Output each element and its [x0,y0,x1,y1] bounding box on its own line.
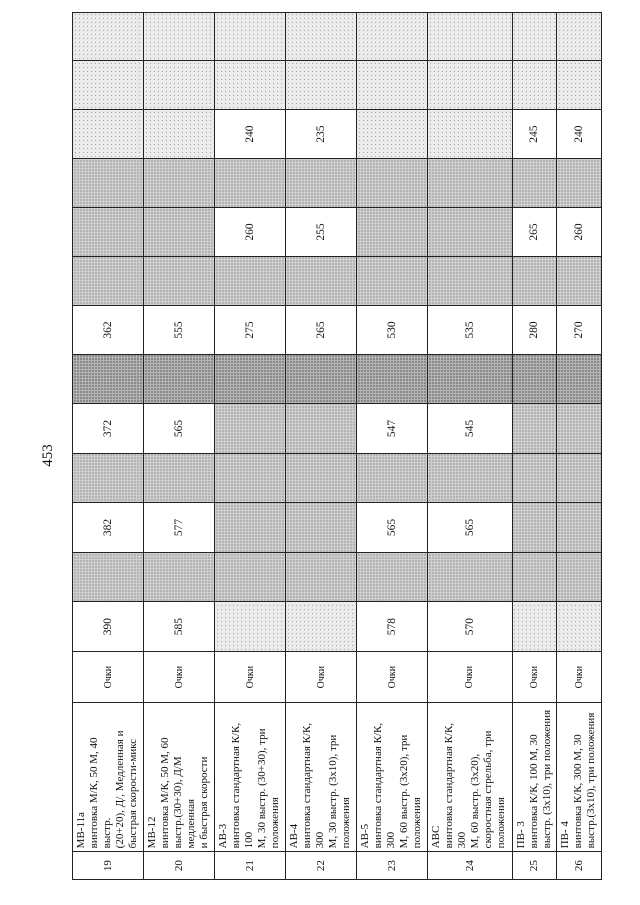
empty-shaded-cell [512,503,557,553]
empty-shaded-cell [557,403,602,453]
score-cell: 565 [144,403,215,453]
score-cell: 280 [512,306,557,355]
score-cell: 240 [557,110,602,159]
exercise-description [512,703,557,852]
exercise-description-line: положения [411,797,424,849]
empty-shaded-cell [557,61,602,110]
unit-label: Очки [286,652,357,703]
exercise-code: АВ-3 [217,823,230,849]
empty-shaded-cell [428,454,512,503]
exercise-description-line: положения [495,797,508,849]
empty-shaded-cell [73,110,144,159]
score-cell: 535 [428,306,512,355]
score-cell: 585 [144,602,215,652]
score-cell: 565 [428,503,512,553]
exercise-description-line: выстр. (3х10), три положения [540,709,553,849]
empty-shaded-cell [73,354,144,403]
empty-shaded-cell [73,454,144,503]
score-cell: 530 [357,306,428,355]
exercise-description-line: М, 60 выстр. (3х20), три [398,734,411,849]
table-row [357,13,428,880]
empty-shaded-cell [144,208,215,257]
exercise-code: ПВ- 4 [559,821,572,849]
empty-shaded-cell [512,354,557,403]
score-cell: 240 [215,110,286,159]
exercise-description-line: винтовка стандартная К/К, 300 [301,722,327,849]
score-cell: 390 [73,602,144,652]
empty-shaded-cell [73,159,144,208]
exercise-description-line: и быстрая скорости [198,756,211,849]
empty-shaded-cell [144,13,215,61]
score-cell: 570 [428,602,512,652]
empty-shaded-cell [144,257,215,306]
exercise-description-line: выстр.(30+30), Д/М медленная [172,756,198,849]
score-cell: 372 [73,403,144,453]
empty-shaded-cell [428,257,512,306]
exercise-description [357,703,428,852]
empty-shaded-cell [286,403,357,453]
empty-shaded-cell [73,208,144,257]
exercise-description-line: положения [340,797,353,849]
empty-shaded-cell [73,257,144,306]
exercise-code: МВ-11а [75,812,87,849]
score-cell: 382 [73,503,144,553]
empty-shaded-cell [215,602,286,652]
empty-shaded-cell [428,208,512,257]
table-row [286,13,357,880]
score-cell: 362 [73,306,144,355]
exercise-description [428,703,512,852]
empty-shaded-cell [357,354,428,403]
exercise-code: АВС [430,825,443,849]
table-row [512,13,557,880]
row-number: 23 [357,852,428,880]
empty-shaded-cell [286,503,357,553]
empty-shaded-cell [215,257,286,306]
exercise-description-line: быстрая скорости-микс [127,738,139,849]
empty-shaded-cell [144,354,215,403]
exercise-code: ПВ- 3 [514,821,527,849]
table-row [144,13,215,880]
empty-shaded-cell [357,61,428,110]
empty-shaded-cell [73,553,144,602]
exercise-description [73,703,144,852]
empty-shaded-cell [512,257,557,306]
row-number: 25 [512,852,557,880]
score-cell: 577 [144,503,215,553]
score-cell: 265 [286,306,357,355]
empty-shaded-cell [428,553,512,602]
score-cell: 545 [428,403,512,453]
empty-shaded-cell [144,61,215,110]
empty-shaded-cell [357,110,428,159]
empty-shaded-cell [144,553,215,602]
empty-shaded-cell [215,454,286,503]
empty-shaded-cell [357,13,428,61]
empty-shaded-cell [428,354,512,403]
empty-shaded-cell [428,61,512,110]
exercise-description-line: винтовка стандартная К/К, 100 [230,722,256,849]
score-cell: 578 [357,602,428,652]
empty-shaded-cell [144,454,215,503]
exercise-description-line: винтовка М/К, 50 М, 60 [159,737,172,849]
empty-shaded-cell [215,159,286,208]
score-cell: 260 [215,208,286,257]
row-number: 21 [215,852,286,880]
table-row [215,13,286,880]
exercise-description-line: выстр.(3х10), три положения [585,712,598,849]
row-number: 19 [73,852,144,880]
empty-shaded-cell [557,13,602,61]
unit-label: Очки [215,652,286,703]
empty-shaded-cell [286,553,357,602]
norms-table [72,12,602,880]
empty-shaded-cell [286,257,357,306]
empty-shaded-cell [512,553,557,602]
empty-shaded-cell [357,454,428,503]
unit-label: Очки [428,652,512,703]
exercise-code: АВ-4 [288,823,301,849]
empty-shaded-cell [215,403,286,453]
score-cell: 260 [557,208,602,257]
empty-shaded-cell [286,602,357,652]
row-number: 26 [557,852,602,880]
empty-shaded-cell [286,61,357,110]
empty-shaded-cell [557,159,602,208]
unit-label: Очки [512,652,557,703]
empty-shaded-cell [357,257,428,306]
row-number: 24 [428,852,512,880]
norms-table-wrapper [72,12,602,880]
exercise-description-line: М, 30 выстр. (3х10), три [327,734,340,849]
score-cell: 555 [144,306,215,355]
table-body [73,13,602,880]
empty-shaded-cell [512,13,557,61]
exercise-description-line: (20+20), Д/, Медленная и [114,730,126,849]
empty-shaded-cell [512,454,557,503]
empty-shaded-cell [557,257,602,306]
score-cell: 235 [286,110,357,159]
page-number [36,440,60,470]
unit-label: Очки [557,652,602,703]
score-cell: 565 [357,503,428,553]
empty-shaded-cell [557,553,602,602]
empty-shaded-cell [357,208,428,257]
exercise-description-line: винтовка стандартная К/К, 300 [372,722,398,849]
page-number-text: 453 [39,443,56,467]
exercise-description-line: М, 30 выстр. (30+30), три [256,728,269,849]
unit-label: Очки [357,652,428,703]
exercise-description [557,703,602,852]
empty-shaded-cell [215,553,286,602]
table-row [73,13,144,880]
unit-label: Очки [144,652,215,703]
score-cell: 275 [215,306,286,355]
exercise-description-line: скоростная стрельба, три [482,730,495,849]
empty-shaded-cell [73,61,144,110]
score-cell: 255 [286,208,357,257]
exercise-code: АВ-5 [359,823,372,849]
exercise-description-line: положения [269,797,282,849]
empty-shaded-cell [357,159,428,208]
empty-shaded-cell [144,159,215,208]
empty-shaded-cell [215,503,286,553]
exercise-description-line: винтовка К/К, 300 М, 30 [572,734,585,849]
exercise-description-line: винтовка К/К, 100 М, 30 [527,734,540,849]
empty-shaded-cell [557,503,602,553]
empty-shaded-cell [512,403,557,453]
exercise-description [144,703,215,852]
table-row [428,13,512,880]
exercise-code: МВ-12 [146,816,159,849]
score-cell: 245 [512,110,557,159]
empty-shaded-cell [144,110,215,159]
row-number: 22 [286,852,357,880]
empty-shaded-cell [286,454,357,503]
unit-label: Очки [73,652,144,703]
empty-shaded-cell [286,159,357,208]
row-number: 20 [144,852,215,880]
empty-shaded-cell [357,553,428,602]
empty-shaded-cell [512,159,557,208]
empty-shaded-cell [428,110,512,159]
table-row [557,13,602,880]
exercise-description-line: М, 60 выстр. (3х20), [469,753,482,849]
score-cell: 265 [512,208,557,257]
empty-shaded-cell [428,159,512,208]
empty-shaded-cell [512,602,557,652]
exercise-description [215,703,286,852]
score-cell: 547 [357,403,428,453]
empty-shaded-cell [73,13,144,61]
exercise-description-line: винтовка стандартная К/К, 300 [443,722,469,849]
exercise-description-line: винтовка М/К, 50 М, 40 выстр. [88,737,113,849]
empty-shaded-cell [286,354,357,403]
empty-shaded-cell [215,61,286,110]
score-cell: 270 [557,306,602,355]
empty-shaded-cell [215,354,286,403]
empty-shaded-cell [557,454,602,503]
empty-shaded-cell [428,13,512,61]
empty-shaded-cell [215,13,286,61]
empty-shaded-cell [557,354,602,403]
empty-shaded-cell [512,61,557,110]
empty-shaded-cell [286,13,357,61]
exercise-description [286,703,357,852]
empty-shaded-cell [557,602,602,652]
